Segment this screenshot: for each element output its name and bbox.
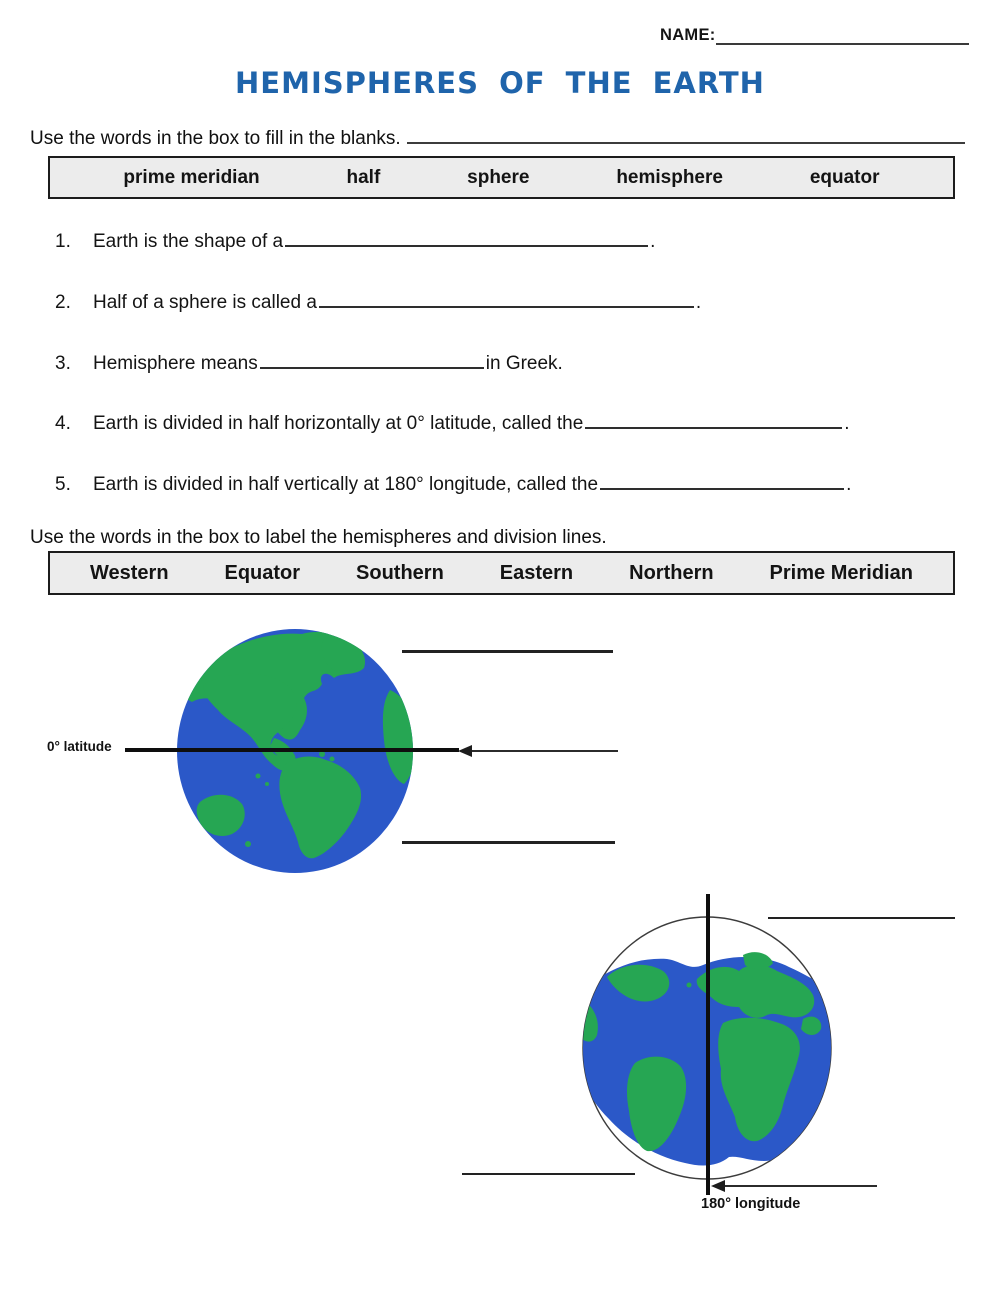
labeling-instruction: Use the words in the box to label the hemispheres and division lines. (30, 527, 607, 548)
globe2-eastern-answer-blank[interactable] (768, 917, 955, 919)
word-bank-item: Equator (224, 561, 301, 584)
globe1-southern-answer-blank[interactable] (402, 841, 615, 844)
word-bank-item: Southern (356, 561, 444, 584)
globe1-northern-answer-blank[interactable] (402, 650, 613, 653)
word-bank-item: equator (809, 166, 880, 188)
question-5-answer-blank[interactable] (600, 474, 844, 490)
question-text-after: . (695, 292, 702, 313)
equator-pointer-arrow-icon (458, 745, 472, 757)
name-answer-blank[interactable] (716, 27, 969, 45)
question-3 (55, 353, 965, 375)
labeling-instruction-row (30, 527, 965, 549)
name-label: NAME: (660, 26, 716, 44)
name-header (660, 26, 969, 45)
question-1 (55, 231, 965, 253)
globe2-western-answer-blank[interactable] (462, 1173, 635, 1175)
question-number: 3. (55, 353, 71, 374)
word-bank-item: prime meridian (123, 166, 260, 188)
prime-meridian-pointer-arrow-icon (711, 1180, 725, 1192)
question-text: Hemisphere means (93, 353, 258, 374)
question-text: Earth is divided in half horizontally at 0° latitude, called the (93, 413, 584, 434)
question-text: Earth is the shape of a (93, 231, 284, 252)
word-bank-item: hemisphere (616, 166, 723, 188)
word-bank-2 (48, 551, 955, 595)
zero-latitude-label: 0° latitude (47, 739, 112, 754)
prime-meridian-pointer-line (722, 1185, 877, 1187)
longitude-label: 180° longitude (701, 1196, 801, 1212)
word-bank-item: Prime Meridian (769, 561, 913, 584)
instruction-rule-line (407, 122, 965, 144)
question-text-after: . (844, 413, 850, 434)
question-number: 4. (55, 413, 71, 434)
fill-blanks-instruction: Use the words in the box to fill in the blanks. (30, 128, 401, 149)
word-bank-1 (48, 156, 955, 199)
question-number: 5. (55, 474, 71, 495)
question-text-after: in Greek. (485, 353, 563, 374)
question-2 (55, 292, 965, 314)
fill-blanks-instruction-row (30, 122, 965, 150)
page-title: HEMISPHERES OF THE EARTH (235, 66, 765, 100)
word-bank-item: half (346, 166, 381, 188)
equator-pointer-line (469, 750, 618, 752)
question-text-after: . (846, 474, 852, 495)
prime-meridian-line (706, 894, 710, 1195)
question-5 (55, 474, 965, 496)
equator-line (125, 748, 459, 752)
question-text: Half of a sphere is called a (93, 292, 317, 313)
question-1-answer-blank[interactable] (285, 231, 648, 247)
question-4-answer-blank[interactable] (585, 413, 842, 429)
question-3-answer-blank[interactable] (260, 353, 484, 369)
word-bank-item: Northern (629, 561, 714, 584)
word-bank-item: sphere (467, 166, 530, 188)
question-2-answer-blank[interactable] (319, 292, 694, 308)
word-bank-item: Western (89, 561, 169, 584)
question-4 (55, 413, 965, 435)
question-number: 1. (55, 231, 71, 252)
question-number: 2. (55, 292, 71, 313)
question-text: Earth is divided in half vertically at 180° longitude, called the (93, 474, 599, 495)
word-bank-item: Eastern (499, 561, 574, 584)
question-text-after: . (650, 231, 656, 252)
